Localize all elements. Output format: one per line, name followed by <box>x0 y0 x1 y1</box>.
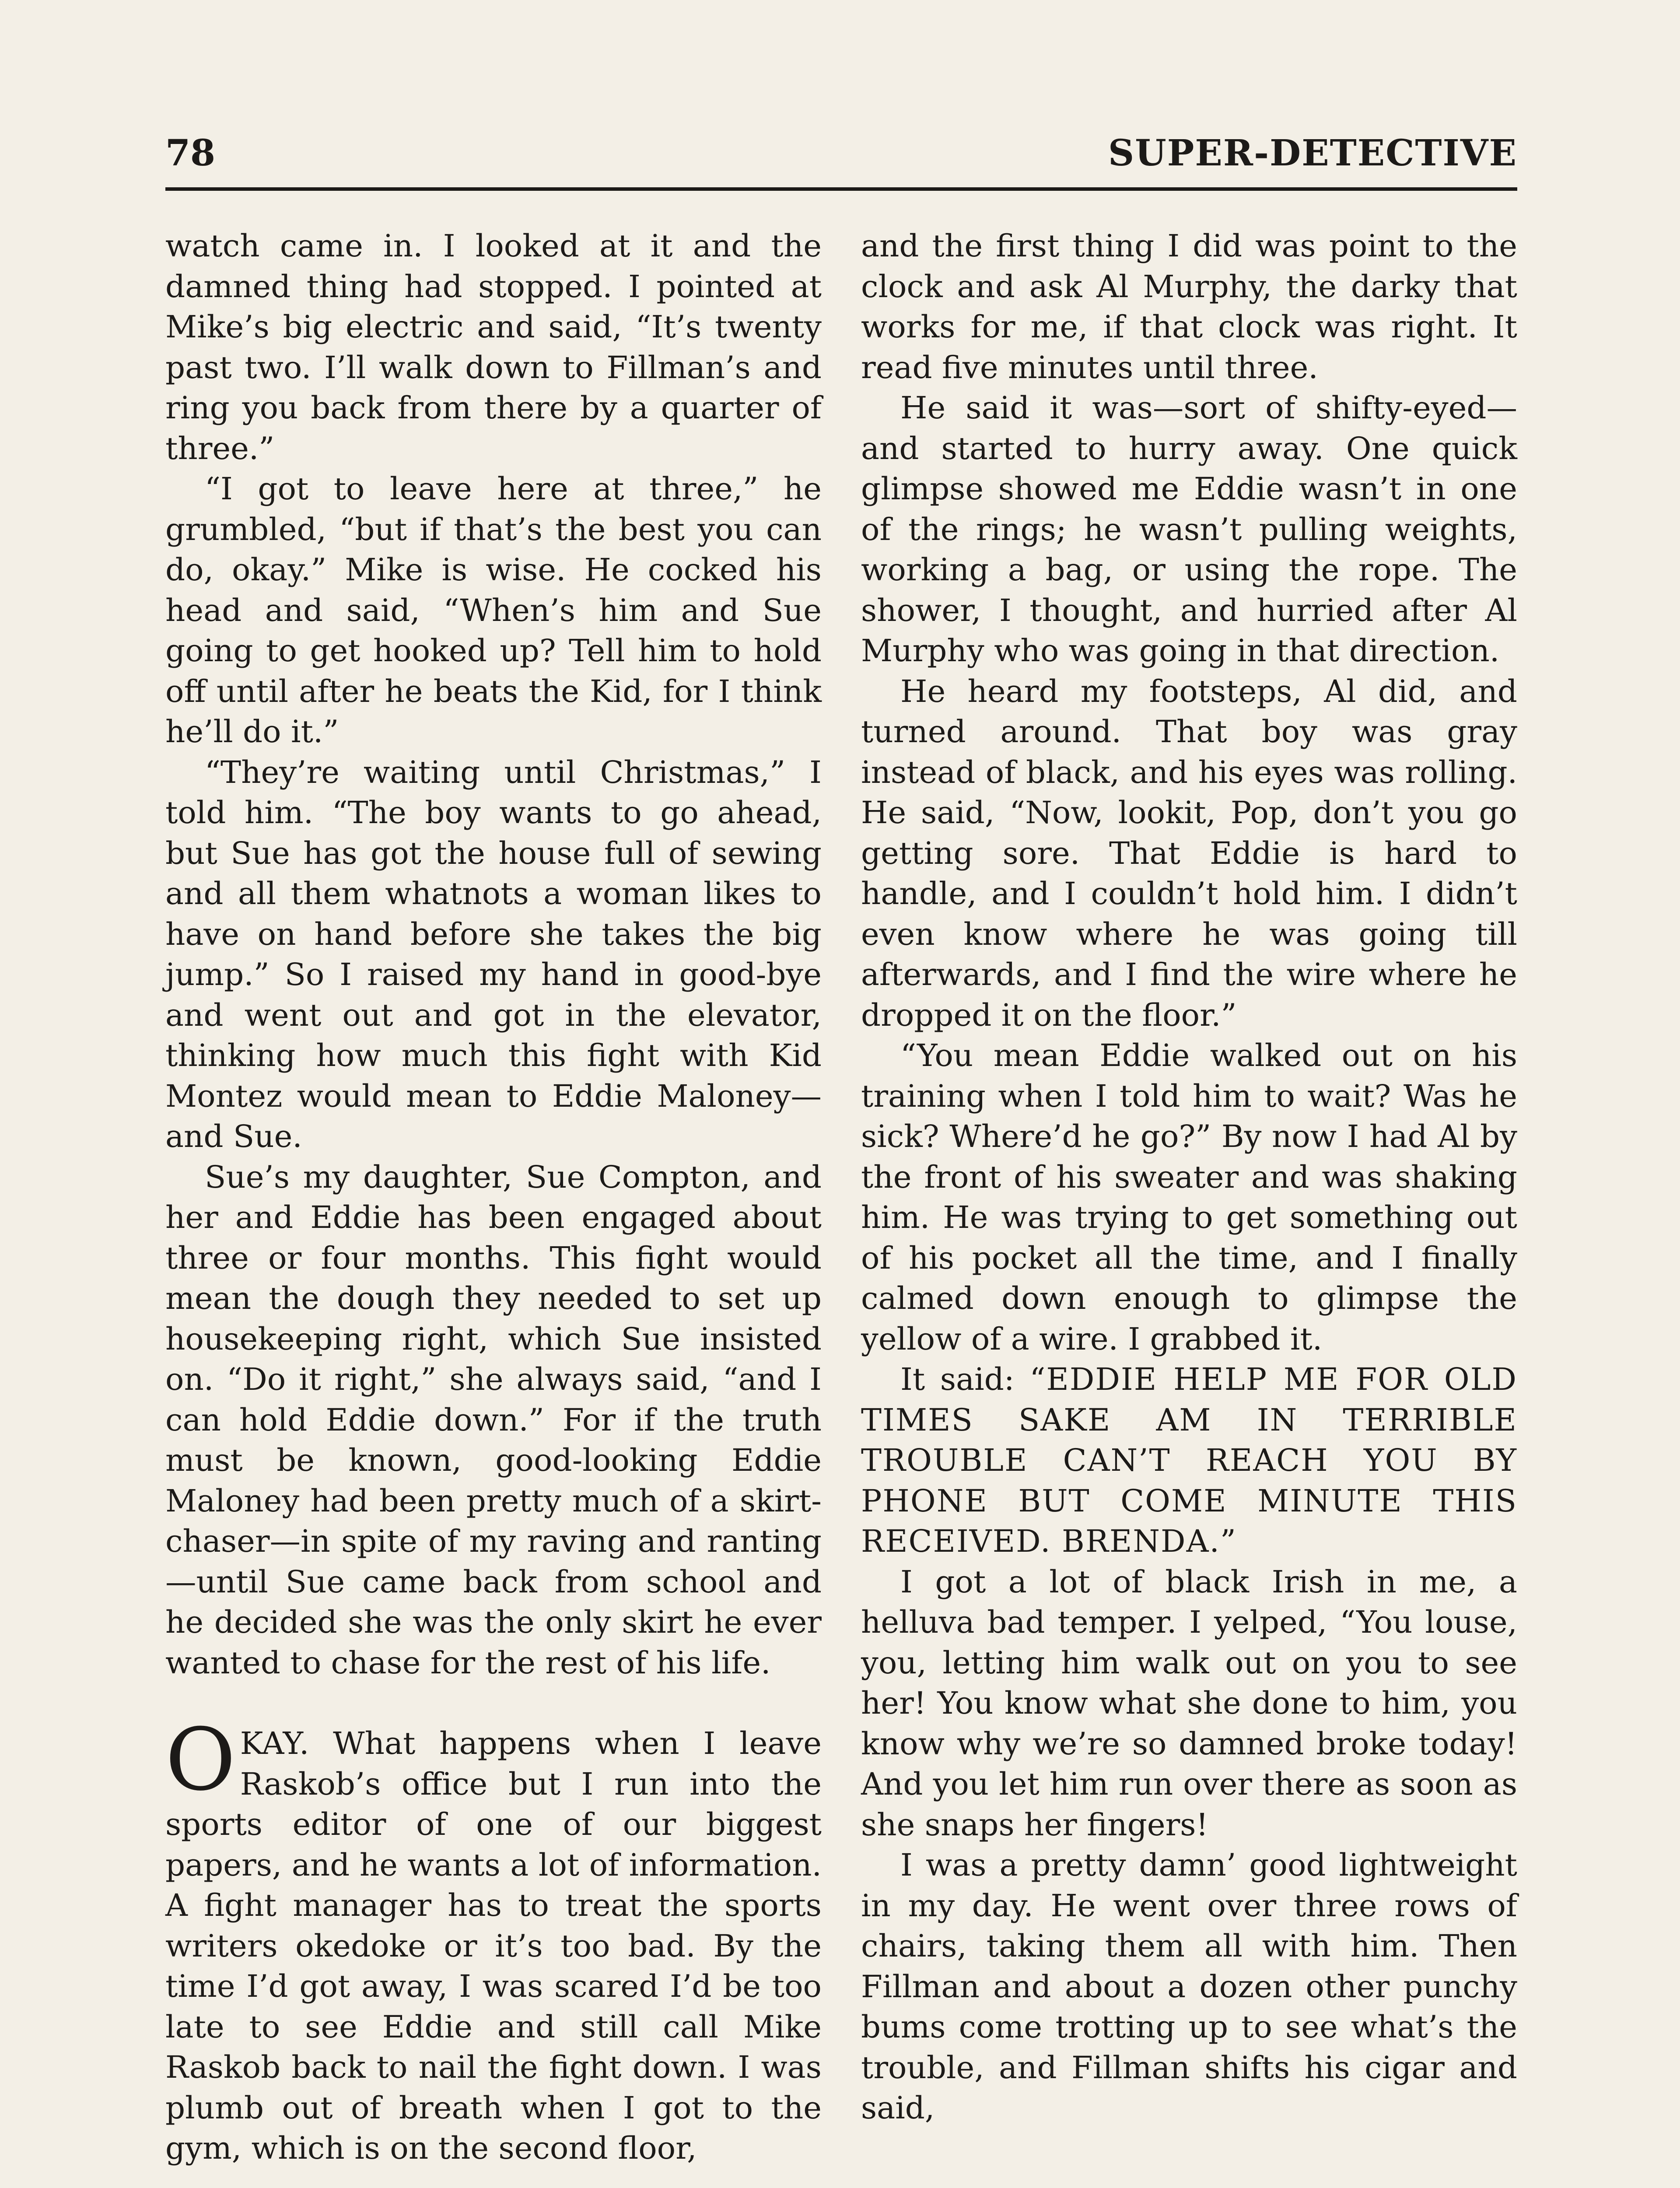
section-opening-paragraph <box>165 1710 822 2169</box>
paragraph: I got a lot of black Irish in me, a helluva bad temper. I yelped, “You louse, you, letting him walk out on you to see her! You know what she done to him, you know why we’re so damned broke today! And you let him run over there as soon as she snaps her fingers! <box>861 1564 1517 1843</box>
paragraph: watch came in. I looked at it and the damned thing had stopped. I pointed at Mike’s big electric and said, “It’s twenty past two. I’ll walk down to Fillman’s and ring you back from there by a quarter of three.” <box>165 228 822 466</box>
paragraph: He heard my footsteps, Al did, and turned around. That boy was gray instead of black, and his eyes was rolling. He said, “Now, lookit, Pop, don’t you go getting sore. That Eddie is hard to handle, and I couldn’t hold him. I didn’t even know where he was going till afterwards, and I find the wire where he dropped it on the floor.” <box>861 673 1517 1033</box>
section-text: What happens when I leave Raskob’s office but I run into the sports editor of one of our biggest papers, and he wants a lot of information. A fight manager has to treat the sports writers okedoke or it’s too bad. By the time I’d got away, I was scared I’d be too late to see Eddie and still call Mike Raskob back to nail the fight down. I was plumb out of breath when I got to the gym, which is on the second floor, <box>165 1725 822 2166</box>
paragraph: “They’re waiting until Christmas,” I told him. “The boy wants to go ahead, but Sue has got the house full of sewing and all them whatnots a woman likes to have on hand before she takes the big jump.” So I raised my hand in good-bye and went out and got in the elevator, thinking how much this fight with Kid Montez would mean to Eddie Maloney—and Sue. <box>165 754 822 1154</box>
lead-in: KAY. <box>240 1725 309 1761</box>
paragraph: He said it was—sort of shifty-eyed—and started to hurry away. One quick glimpse showed me Eddie wasn’t in one of the rings; he wasn’t pulling weights, working a bag, or using the rope. The shower, I thought, and hurried after Al Murphy who was going in that direction. <box>861 390 1517 669</box>
drop-cap: O <box>165 1710 236 1810</box>
paragraph: I was a pretty damn’ good lightweight in my day. He went over three rows of chairs, taking them all with him. Then Fillman and about a dozen other punchy bums come trotting up to see what’s the trouble, and Fillman shifts his cigar and said, <box>861 1847 1517 2126</box>
right-column <box>861 226 1517 2128</box>
running-title: SUPER-DETECTIVE <box>1108 132 1517 174</box>
page-header <box>165 131 1517 184</box>
page-number: 78 <box>165 132 216 174</box>
paragraph: “I got to leave here at three,” he grumbled, “but if that’s the best you can do, okay.” Mike is wise. He cocked his head and said, “When’s him and Sue going to get hooked up? Tell him to hold off until after he beats the Kid, for I think he’ll do it.” <box>165 471 822 750</box>
left-column <box>165 226 822 2169</box>
telegram-intro: It said: <box>900 1361 1030 1397</box>
paragraph: “You mean Eddie walked out on his training when I told him to wait? Was he sick? Where’d he go?” By now I had Al by the front of his sweater and was shaking him. He was trying to get something out of his pocket all the time, and I finally calmed down enough to glimpse the yellow of a wire. I grabbed it. <box>861 1038 1517 1357</box>
telegram-text: “EDDIE HELP ME FOR OLD TIMES SAKE AM IN TERRIBLE TROUBLE CAN’T REACH YOU BY PHONE BUT COME MINUTE THIS RECEIVED. BRENDA.” <box>861 1361 1517 1559</box>
paragraph: Sue’s my daughter, Sue Compton, and her and Eddie has been engaged about three or four months. This fight would mean the dough they needed to set up housekeeping right, which Sue insisted on. “Do it right,” she always said, “and I can hold Eddie down.” For if the truth must be known, good-looking Eddie Maloney had been pretty much of a skirt-chaser—in spite of my raving and ranting—until Sue came back from school and he decided she was the only skirt he ever wanted to chase for the rest of his life. <box>165 1159 822 1681</box>
paragraph: and the first thing I did was point to the clock and ask Al Murphy, the darky that works for me, if that clock was right. It read five minutes until three. <box>861 228 1517 386</box>
telegram-paragraph <box>861 1359 1517 1562</box>
header-rule <box>165 187 1517 191</box>
